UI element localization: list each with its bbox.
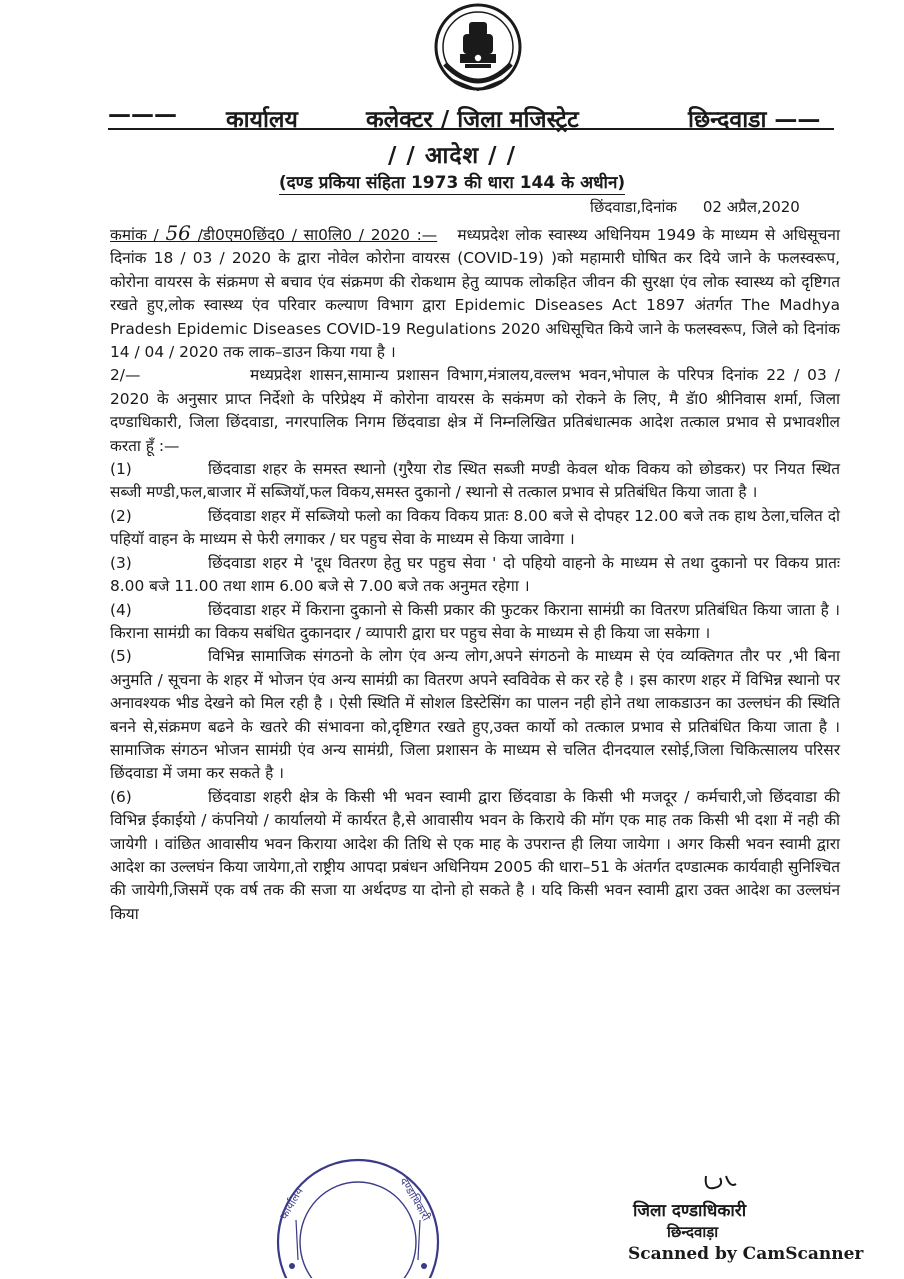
item-text: छिंदवाडा शहर में सब्जियो फलो का विकय विकय प्रातः 8.00 बजे से दोपहर 12.00 बजे तक हाथ ठेला,चलित दो पहियॉ वाहन के माध्यम से फेरी लगाकर / घर पहुच सेवा के माध्यम से किया जावेगा ।: [110, 506, 840, 549]
intro-paragraph: [110, 222, 840, 364]
paragraph-2-text: मध्यप्रदेश शासन,सामान्य प्रशासन विभाग,मंत्रालय,वल्लभ भवन,भोपाल के परिपत्र दिनांक 22 / 03 / 2020 के अनुसार प्राप्त निर्देशो के परिप्रेक्ष्य में कोरोना वायरस के सकंमण को रोकने के लिए, मै डॅा0 श्रीनिवास शर्मा, जिला दण्डाधिकारी, जिला छिंदवाडा, नगरपालिक निगम छिंदवाडा क्षेत्र में निम्नलिखित प्रतिबंधात्मक आदेश तत्काल प्रभाव से प्रभावशील करता हूँ :—: [110, 366, 840, 455]
intro-text: मध्यप्रदेश लोक स्वास्थ्य अधिनियम 1949 के माध्यम से अधिसूचना दिनांक 18 / 03 / 2020 के द्वारा नोवेल कोरोना वायरस (COVID-19) )को महामारी घोषित कर दिये जाने के फलस्वरूप, कोरोना वायरस के संक्रमण से बचाव एंव संक्रमण की रोकथाम हेतु व्यापक लोकहित जीवन की सुरक्षा एंव लोक स्वास्थ्य को दृष्टिगत रखते हुए,लोक स्वास्थ्य एंव परिवार कल्याण विभाग द्वारा Epidemic Diseases Act 1897 अंतर्गत The Madhya Pradesh Epidemic Diseases COVID-19 Regulations 2020 अधिसूचित किये जाने के फलस्वरूप, जिले को दिनांक 14 / 04 / 2020 तक लाक–डाउन किया गया है ।: [110, 226, 840, 362]
list-item: [110, 552, 840, 599]
item-number: (4): [110, 600, 132, 619]
item-number: (2): [110, 506, 132, 525]
ref-prefix: कमांक /: [110, 226, 159, 244]
list-item: [110, 599, 840, 646]
item-text: छिंदवाडा शहर के समस्त स्थानो (गुरैया रोड स्थित सब्जी मण्डी केवल थोक विकय को छोडकर) पर नियत स्थित सब्जी मण्डी,फल,बाजार में सब्जियॉ,फल विकय,समस्त दुकानो / स्थानो से तत्काल प्रभाव से प्रतिबंधित किया जाता है ।: [110, 460, 840, 502]
list-item: [110, 645, 840, 785]
svg-text:दण्डाधिकारी: दण्डाधिकारी: [397, 1175, 433, 1224]
signature-title: जिला दण्डाधिकारी: [633, 1201, 747, 1221]
item-number: (5): [110, 647, 132, 666]
scanner-watermark: Scanned by CamScanner: [628, 1244, 864, 1264]
national-emblem-icon: [433, 2, 523, 100]
item-text: छिंदवाडा शहरी क्षेत्र के किसी भी भवन स्वामी द्वारा छिंदवाडा के किसी भी मजदूर / कर्मचारी,जो छिंदवाडा की विभिन्न ईकाईयो / कंपनियो / कार्यालयो में कार्यरत है,से आवासीय भवन के किराये की मॉग एक माह तक किसी भी दशा में नही की जायेगी । वांछित आवासीय भवन किराया आदेश की तिथि से एक माह के उपरान्त ही लिया जायेगा । अगर किसी भवन स्वामी द्वारा आदेश का उल्लघंन किया जायेगा,तो राष्ट्रीय आपदा प्रबंधन अधिनियम 2005 की धारा–51 के अंतर्गत दण्डात्मक कार्यवाही सुनिश्चित की जायेगी,जिसमें एक वर्ष तक की सजा या अर्थदण्ड या दोनो हो सकते है । यदि किसी भवन स्वामी द्वारा उक्त आदेश का उल्लघंन किया: [110, 787, 840, 923]
item-number: (3): [110, 553, 132, 572]
date-line: [590, 197, 800, 217]
order-body: [110, 222, 840, 926]
office-seal-icon: [268, 1150, 448, 1278]
paragraph-2-number: 2/—: [110, 366, 141, 385]
signature-place: छिन्दवाड़ा: [667, 1223, 719, 1241]
item-number: (1): [110, 460, 132, 479]
item-text: विभिन्न सामाजिक संगठनो के लोग एंव अन्य लोग,अपने संगठनो के माध्यम से एंव व्यक्तिगत तौर पर ,भी बिना अनुमति / सूचना के शहर में भोजन एंव अन्य सामंग्री का वितरण अपने स्वविवेक से कर रहे है । इस कारण शहर में विभिन्न स्थानो पर अनावश्यक भीड देखने को मिल रही है । ऐसी स्थिति में सोशल डिस्टेसिंग का पालन नही होने तथा लाकडाउन का उल्लघंन की स्थिति बनने से,संक्रमण बढने के खतरे की संभावना को,दृष्टिगत रखते हुए,उक्त कार्यो को तत्काल प्रभाव से प्रतिबंधित किया जाता है । सामाजिक संगठन भोजन सामंग्री एंव अन्य सामंग्री, जिला प्रशासन के माध्यम से चलित दीनदयाल रसोई,जिला चिकित्सालय परिसर छिंदवाडा में जमा कर सकते है ।: [110, 647, 840, 783]
order-subtitle: [0, 170, 904, 193]
signature-mark: [700, 1172, 740, 1194]
header-underline: [108, 128, 834, 130]
order-title: / / आदेश / /: [388, 143, 516, 169]
list-item: [110, 458, 840, 505]
header-left-dash: ———: [108, 102, 177, 128]
paragraph-2: [110, 364, 840, 458]
item-text: छिंदवाडा शहर मे 'दूध वितरण हेतु घर पहुच सेवा ' दो पहियो वाहनो के माध्यम से तथा दुकानो पर विकय प्रातः 8.00 बजे 11.00 तथा शाम 6.00 बजे से 7.00 बजे तक अनुमत रहेगा ।: [110, 553, 840, 596]
item-text: छिंदवाडा शहर में किराना दुकानो से किसी प्रकार की फुटकर किराना सामंग्री का वितरण प्रतिबंधित किया जाता है । किराना सामंग्री का विकय सबंधित दुकानदार / व्यापारी द्वारा घर पहुच सेवा के माध्यम से ही किया जा सकेगा ।: [110, 600, 840, 642]
header-place: छिन्दवाडा ——: [688, 107, 821, 133]
list-item: [110, 786, 840, 926]
office-header: [108, 102, 834, 136]
order-subtitle-text: (दण्ड प्रकिया संहिता 1973 की धारा 144 के अधीन): [278, 173, 626, 193]
header-designation: कलेक्टर / जिला मजिस्ट्रेट: [366, 107, 579, 133]
reference-number: [110, 221, 438, 245]
header-office: कार्यालय: [226, 107, 298, 133]
ref-handwritten-number: 56: [165, 221, 191, 245]
date-value: 02 अप्रैल,2020: [702, 198, 800, 216]
ref-suffix: /डी0एम0छिंद0 / सा0लि0 / 2020 :—: [197, 226, 438, 244]
item-number: (6): [110, 787, 132, 806]
date-label: छिंदवाडा,दिनांक: [590, 198, 677, 216]
svg-text:कार्यालय: कार्यालय: [277, 1185, 306, 1222]
list-item: [110, 505, 840, 552]
